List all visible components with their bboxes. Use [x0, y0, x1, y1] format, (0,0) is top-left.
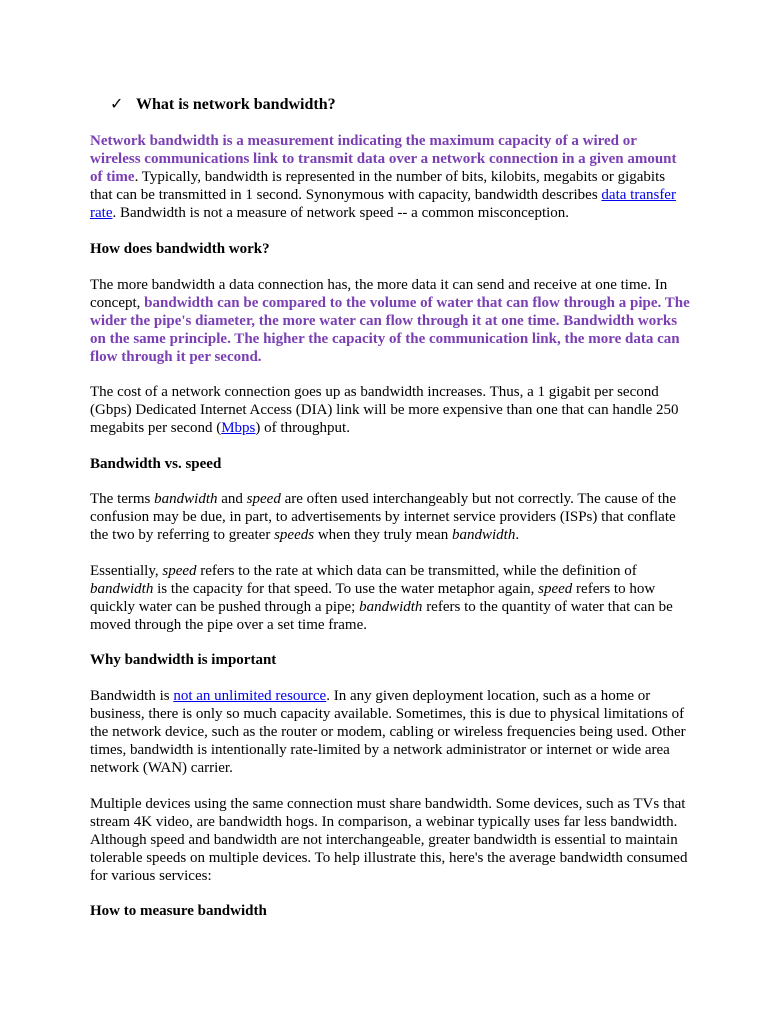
essentially-paragraph [90, 562, 690, 634]
ess-text-3: is the capacity for that speed. To use the water metaphor again, [153, 581, 539, 597]
intro-paragraph [90, 132, 690, 222]
cost-text-2: ) of throughput. [255, 420, 350, 436]
terms-text-4: when they truly mean [314, 527, 452, 543]
intro-text-1: . Typically, bandwidth is represented in the number of bits, kilobits, megabits or gigabits that can be transmitted in 1 second. Synonymous with capacity, bandwidth describes [90, 169, 666, 203]
why-text-1: Bandwidth is [90, 688, 174, 704]
page-title [110, 93, 336, 115]
terms-text-3: are often used interchangeably but not correctly. The cause of the confusion may be due, in part, to advertisements by internet service providers (ISPs) that conflate the two by referring to greater [90, 491, 677, 543]
why-paragraph [90, 687, 690, 777]
cost-paragraph [90, 383, 690, 437]
mbps-link[interactable]: Mbps [221, 420, 256, 436]
term-speeds: speeds [274, 527, 315, 543]
section-heading-how: How does bandwidth work? [90, 241, 270, 257]
terms-paragraph [90, 490, 690, 544]
ess-text-5: refers to the quantity of water that can be moved through the pipe over a set time frame. [90, 599, 673, 633]
ess-text-4: refers to how quickly water can be pushed through a pipe; [90, 581, 656, 615]
term-bandwidth: bandwidth [154, 491, 218, 507]
terms-text-5: . [515, 527, 520, 543]
intro-text-2: . Bandwidth is not a measure of network speed -- a common misconception. [112, 205, 570, 221]
devices-paragraph: Multiple devices using the same connection must share bandwidth. Some devices, such as TVs that stream 4K video, are bandwidth hogs. In comparison, a webinar typically uses far less bandwidth. Although speed and bandwidth are not interchangeable, greater bandwidth is essential to maintain tolerable speeds on multiple devices. To help illustrate this, here's the average bandwidth consumed for various services: [90, 796, 688, 884]
ess-term-speed: speed [162, 563, 197, 579]
section-heading-vs-speed: Bandwidth vs. speed [90, 456, 222, 472]
term-speed: speed [246, 491, 281, 507]
unlimited-resource-link[interactable]: not an unlimited resource [173, 688, 327, 704]
how-paragraph [90, 276, 690, 366]
ess-text-2: refers to the rate at which data can be transmitted, while the definition of [196, 563, 637, 579]
terms-text-1: The terms [90, 491, 155, 507]
section-heading-why: Why bandwidth is important [90, 652, 277, 668]
ess-text-1: Essentially, [90, 563, 163, 579]
how-text: The more bandwidth a data connection has, the more data it can send and receive at one time. In concept, [90, 277, 668, 311]
definition-highlight: Network bandwidth is a measurement indicating the maximum capacity of a wired or wireless communications link to transmit data over a network connection in a given amount of time [90, 133, 677, 185]
ess-term-speed-2: speed [538, 581, 573, 597]
checkmark-icon: ✓ [110, 94, 124, 113]
cost-text-1: The cost of a network connection goes up as bandwidth increases. Thus, a 1 gigabit per second (Gbps) Dedicated Internet Access (DIA) link will be more expensive than one that can handle 250 megabits per second ( [90, 384, 679, 436]
ess-term-bandwidth: bandwidth [90, 581, 154, 597]
section-heading-measure: How to measure bandwidth [90, 903, 267, 919]
pipe-analogy-highlight: bandwidth can be compared to the volume of water that can flow through a pipe. The wider the pipe's diameter, the more water can flow through it at one time. Bandwidth works on the same principle. The higher the capacity of the communication link, the more data can flow through it per second. [90, 295, 690, 365]
terms-text-2: and [217, 491, 247, 507]
page-title-text: What is network bandwidth? [136, 96, 336, 113]
why-text-2: . In any given deployment location, such as a home or business, there is only so much capacity available. Sometimes, this is due to physical limitations of the network device, such as the router or modem, cabling or wireless frequencies being used. Other times, bandwidth is intentionally rate-limited by a network administrator or internet or wide area network (WAN) carrier. [90, 688, 686, 776]
data-transfer-rate-link[interactable]: data transfer rate [90, 187, 676, 221]
term-bandwidth-2: bandwidth [451, 527, 516, 543]
ess-term-bandwidth-2: bandwidth [359, 599, 423, 615]
